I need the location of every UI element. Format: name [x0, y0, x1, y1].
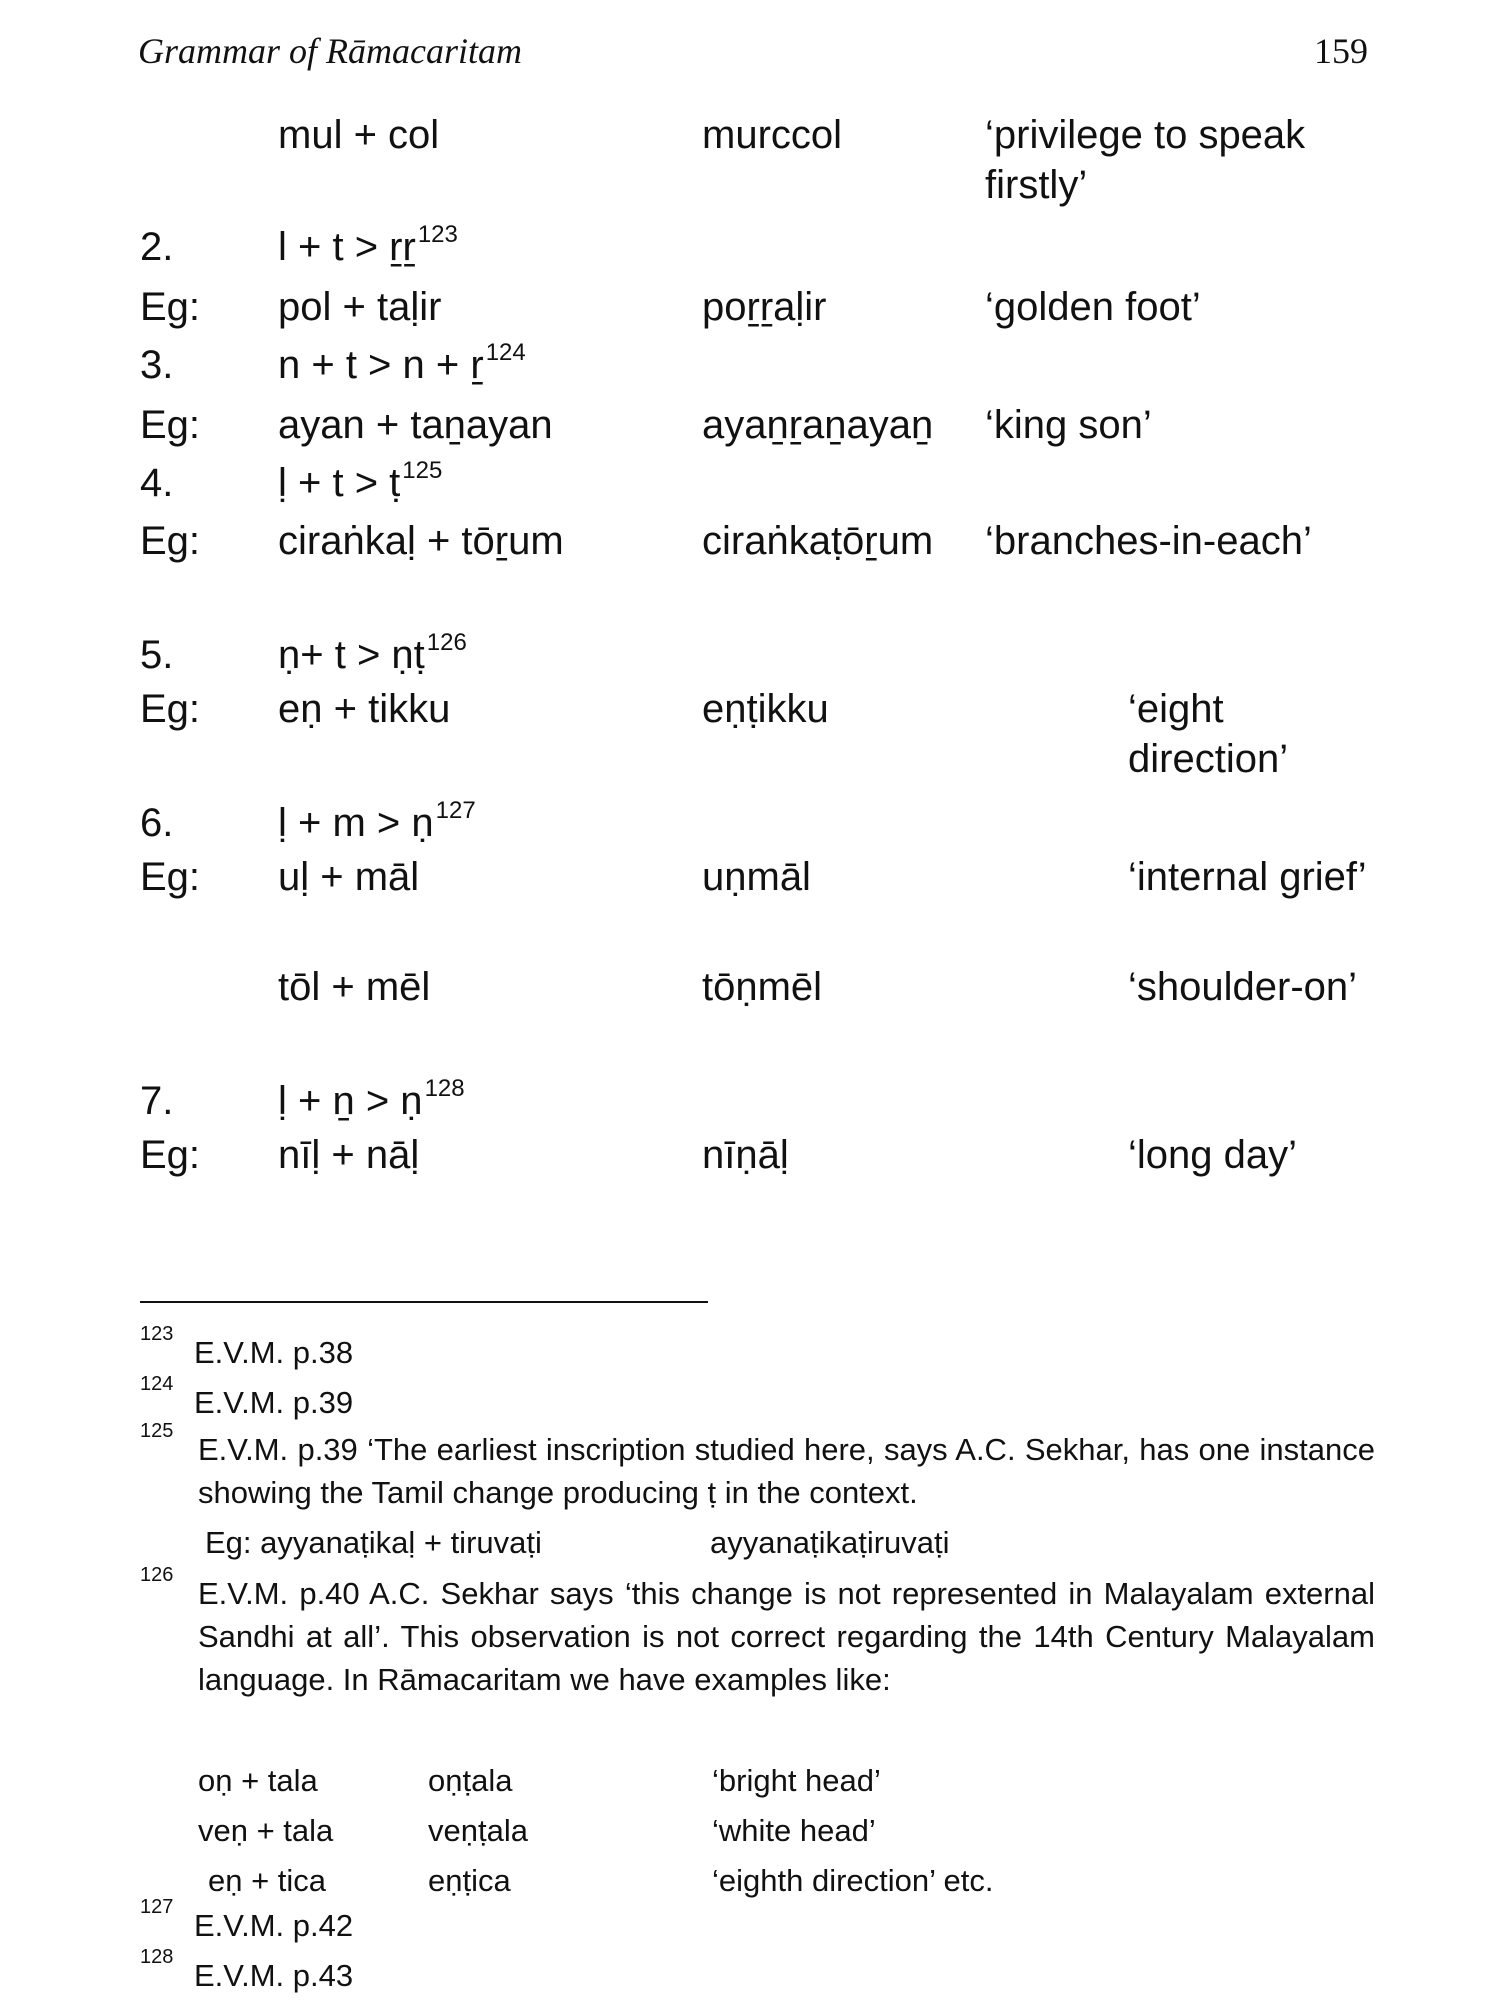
running-title: Grammar of Rāmacaritam — [138, 31, 522, 71]
footnote-marker: 127 — [140, 1896, 174, 1918]
rule-formula: uḷ + māl — [278, 855, 420, 899]
rule-formula: ciraṅkaḷ + tōṟum — [278, 519, 564, 563]
footnote-marker: 126 — [140, 1564, 174, 1586]
rule-formula: l + t > ṟṟ$^{123}$ — [278, 221, 458, 269]
rule-formula: n + t > n + ṟ$^{124}$ — [278, 339, 526, 387]
rule-number: 3. — [140, 343, 174, 387]
rule-result: ayaṉṟaṉayaṉ — [702, 403, 934, 447]
rule-gloss: ‘golden foot’ — [985, 285, 1201, 329]
rule-formula: ṇ+ t > ṇṭ$^{126}$ — [278, 629, 467, 677]
rule-formula: eṇ + tikku — [278, 687, 451, 731]
rule-gloss: ‘privilege to speak firstly’ — [985, 113, 1306, 207]
footnote-marker: 123 — [140, 1323, 174, 1345]
example-source: Eg: ayyanaṭikaḷ + tiruvaṭi — [205, 1525, 542, 1560]
example-result: eṇṭica — [428, 1863, 511, 1898]
rule-result: poṟṟaḷir — [702, 285, 827, 329]
footnote-ref: 125 — [402, 457, 443, 484]
footnote-text: E.V.M. p.43 — [194, 1958, 354, 1993]
footnote-marker: 125 — [140, 1420, 174, 1442]
footnote-text: E.V.M. p.39 ‘The earliest inscription studied here, says A.C. Sekhar, has one instance showing the Tamil change producing ṭ in the context. — [198, 1432, 1375, 1510]
rule-number: Eg: — [140, 403, 201, 447]
footnote-marker: 124 — [140, 1373, 174, 1395]
example-gloss: ‘white head’ — [712, 1813, 876, 1848]
rule-gloss: ‘shoulder-on’ — [1128, 965, 1358, 1009]
footnote-ref: 123 — [417, 221, 458, 248]
rule-gloss: ‘king son’ — [985, 403, 1152, 447]
example-gloss: ‘eighth direction’ etc. — [712, 1863, 994, 1898]
footnote-text: E.V.M. p.39 — [194, 1385, 354, 1420]
rule-formula: ḷ + m > ṇ$^{127}$ — [278, 797, 476, 845]
footnote-marker: 128 — [140, 1946, 174, 1968]
rule-gloss: ‘internal grief’ — [1128, 855, 1367, 899]
rule-result: eṇṭikku — [702, 687, 829, 731]
rule-formula: nīḷ + nāḷ — [278, 1133, 420, 1177]
example-result: oṇṭala — [428, 1763, 513, 1798]
rule-formula: pol + taḷir — [278, 285, 442, 329]
page-number: 159 — [1314, 31, 1368, 71]
example-rule: oṇ + tala — [198, 1763, 318, 1798]
footnote-ref: 126 — [426, 629, 467, 656]
example-rule: eṇ + tica — [208, 1863, 327, 1898]
footnote-text: E.V.M. p.38 — [194, 1335, 354, 1370]
rule-gloss: ‘long day’ — [1128, 1133, 1298, 1177]
rule-formula: ayan + taṉayan — [278, 403, 553, 447]
rule-number: 4. — [140, 461, 174, 505]
rule-result: ciraṅkaṭōṟum — [702, 519, 934, 563]
rule-number: Eg: — [140, 285, 201, 329]
footnote-ref: 128 — [424, 1075, 465, 1102]
footnote-text: E.V.M. p.42 — [194, 1908, 354, 1943]
rule-number: 7. — [140, 1079, 174, 1123]
rule-formula: tōl + mēl — [278, 965, 431, 1009]
rule-number: Eg: — [140, 1133, 201, 1177]
rule-number: Eg: — [140, 687, 201, 731]
footnote-divider — [140, 1301, 708, 1303]
rule-result: tōṇmēl — [702, 965, 823, 1009]
rule-gloss: ‘branches-in-each’ — [985, 519, 1312, 563]
rule-number: 2. — [140, 225, 174, 269]
rule-result: uṇmāl — [702, 855, 811, 899]
footnote-ref: 124 — [485, 339, 526, 366]
footnote-text: E.V.M. p.40 A.C. Sekhar says ‘this change is not represented in Malayalam external Sandhi at all’. This observation is not correct regarding the 14th Century Malayalam language. In Rāmacaritam we have examples like: — [198, 1576, 1375, 1697]
rule-number: 6. — [140, 801, 174, 845]
rule-result: murccol — [702, 113, 843, 157]
rule-formula: ḷ + ṉ > ṇ$^{128}$ — [278, 1075, 465, 1123]
rule-number: Eg: — [140, 519, 201, 563]
rule-gloss: ‘eight direction’ — [1128, 687, 1289, 781]
example-result: veṇṭala — [428, 1813, 528, 1848]
footnote-ref: 127 — [435, 797, 476, 824]
rule-formula: ḷ + t > ṭ$^{125}$ — [278, 457, 443, 505]
rule-formula: mul + col — [278, 113, 440, 157]
page-header — [138, 28, 1368, 78]
rule-number: Eg: — [140, 855, 201, 899]
rule-result: nīṇāḷ — [702, 1133, 789, 1177]
example-rule: veṇ + tala — [198, 1813, 334, 1848]
rule-number: 5. — [140, 633, 174, 677]
example-gloss: ‘bright head’ — [712, 1763, 881, 1798]
example-result: ayyanaṭikaṭiruvaṭi — [710, 1525, 950, 1560]
